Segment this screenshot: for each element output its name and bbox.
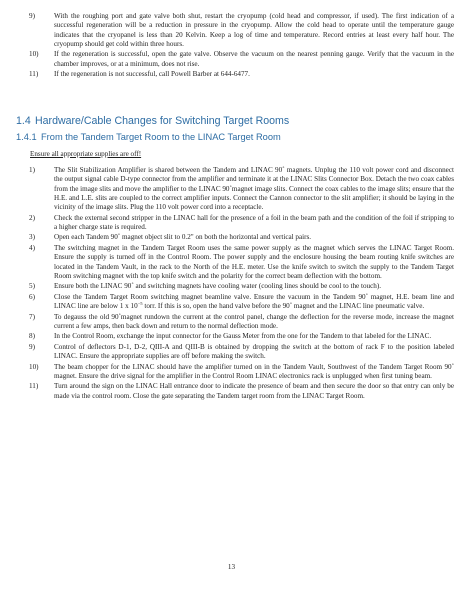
switching-steps-list: [14, 166, 454, 402]
item-text: Close the Tandem Target Room switching magnet beamline valve. Ensure the vacuum in the Tandem 90˚ magnet, H.E. beam line and LINAC line are below 1 x 10: [54, 292, 454, 311]
item-number: 8): [29, 332, 35, 341]
item-text: If the regeneration is successful, open the gate valve. Observe the vacuum on the nearest penning gauge. Verify that the vacuum in the chamber improves, or at a minimum, does not rise.: [54, 50, 454, 68]
item-number: 11): [29, 382, 39, 391]
list-item: [14, 332, 454, 341]
list-item: [14, 293, 454, 312]
section-heading: [16, 117, 289, 126]
item-text: To degauss the old 90˚magnet rundown the current at the control panel, change the deflection for the reverse mode, increase the magnet current a few amps, then back down and return to the normal deflection mode.: [54, 312, 454, 330]
item-number: 1): [29, 166, 35, 174]
list-item: [14, 343, 454, 362]
item-number: 7): [29, 312, 35, 321]
list-item: [14, 244, 454, 281]
item-text: Ensure both the LINAC 90˚ and switching magnets have cooling water (cooling lines should be cool to the touch).: [54, 282, 382, 291]
item-number: 11): [29, 70, 39, 79]
item-text: With the roughing port and gate valve both shut, restart the cryopump (cold head and compressor, if used). The first indication of a successful regeneration will be a reduction in pressure in the cryopump. Allow the cold head to operate until the temperature gauge indicates that the cryopanel is less than 20 Kelvin. Keep a log of time and temperature. Record entries at least every half hour. The cryopump should get cold within three hours.: [54, 12, 454, 48]
item-text: Check the external second stripper in the LINAC hall for the presence of a foil in the beam path and the condition of the foil if stripping to a higher charge state is required.: [54, 213, 454, 231]
item-number: 9): [29, 12, 35, 20]
list-item: [14, 50, 454, 69]
item-text: Control of deflectors D-1, D-2, QIII-A and QIII-B is obtained by dropping the switch at the bottom of rack F to the position labeled LINAC. Ensure the appropriate supplies are off before making the switch.: [54, 342, 454, 361]
item-number: 10): [29, 362, 39, 371]
item-number: 4): [29, 243, 35, 252]
item-text: In the Control Room, exchange the input connector for the Gauss Meter from the one for the Tandem to that labeled for the LINAC.: [54, 332, 432, 341]
page-number: 13: [227, 563, 236, 571]
section-number: 1.4: [16, 115, 31, 127]
exponent: −5: [137, 301, 143, 307]
item-text: The Slit Stabilization Amplifier is shared between the Tandem and LINAC 90˚ magnets. Unplug the 110 volt power cord and disconnect the output signal cable D-type connector from the amplifier and terminate it at the LINAC Slits Connector Box. Detach the two coax cables from the image slits and move the amplifier to the LINAC 90˚magnet image slits. Connect the coax cables to the image slits; ensure that the H.E. and L.E. slits are coupled to the correct amplifier inputs. Connect the Cannon connector to the slit amplifier; it should be laying in the vicinity of the image slits. Plug the 110 volt power cord into a receptacle.: [54, 166, 454, 212]
list-item: [14, 282, 454, 291]
list-item: [14, 363, 454, 382]
item-text-continued: torr. If this is so, open the hand valve before the 90˚ magnet and the LINAC line pneumatic valve.: [142, 302, 425, 311]
subsection-title: From the Tandem Target Room to the LINAC Target Room: [41, 132, 281, 142]
list-item: [14, 214, 454, 233]
subsection-number: 1.4.1: [16, 132, 37, 142]
item-number: 9): [29, 342, 35, 351]
item-number: 6): [29, 292, 35, 301]
item-text: If the regeneration is not successful, call Powell Barber at 644-6477.: [54, 70, 250, 79]
item-number: 3): [29, 233, 35, 242]
list-item: [14, 233, 454, 242]
list-item: [14, 166, 454, 212]
list-item: [14, 70, 454, 79]
item-text: The beam chopper for the LINAC should have the amplifier turned on in the Tandem Vault, Southwest of the Tandem Target Room 90˚ magnet. Ensure the drive signal for the amplifier in the Control Room LINAC electronics rack is unplugged when first tuning beam.: [54, 362, 454, 380]
item-number: 2): [29, 213, 35, 222]
item-number: 10): [29, 50, 39, 59]
supplies-warning: Ensure all appropriate supplies are off!: [30, 150, 142, 158]
subsection-heading: [16, 133, 281, 142]
item-text: Turn around the sign on the LINAC Hall entrance door to indicate the presence of beam and then secure the door so that entry can only be made via the control room. Close the gate separating the Tandem target room from the LINAC Target Room.: [54, 382, 454, 400]
list-item: [14, 12, 454, 49]
item-text: Open each Tandem 90˚ magnet object slit to 0.2" on both the horizontal and vertical pairs.: [54, 233, 312, 242]
item-number: 5): [29, 282, 35, 291]
section-title: Hardware/Cable Changes for Switching Target Rooms: [35, 115, 290, 127]
list-item: [14, 382, 454, 401]
regeneration-steps-list: [14, 12, 454, 81]
item-text: The switching magnet in the Tandem Target Room uses the same power supply as the magnet which serves the LINAC Target Room. Ensure the supply is turned off in the Control Room. The power supply and the enclosure housing the beam routing knife switches are located in the Tandem Vault, in the rack to the North of the H.E. meter. Use the knife switch to switch the supply to the Tandem Target Room switching magnet with the top knife switch and the polarity for the correct beam deflection with the bottom.: [54, 243, 454, 280]
list-item: [14, 313, 454, 332]
